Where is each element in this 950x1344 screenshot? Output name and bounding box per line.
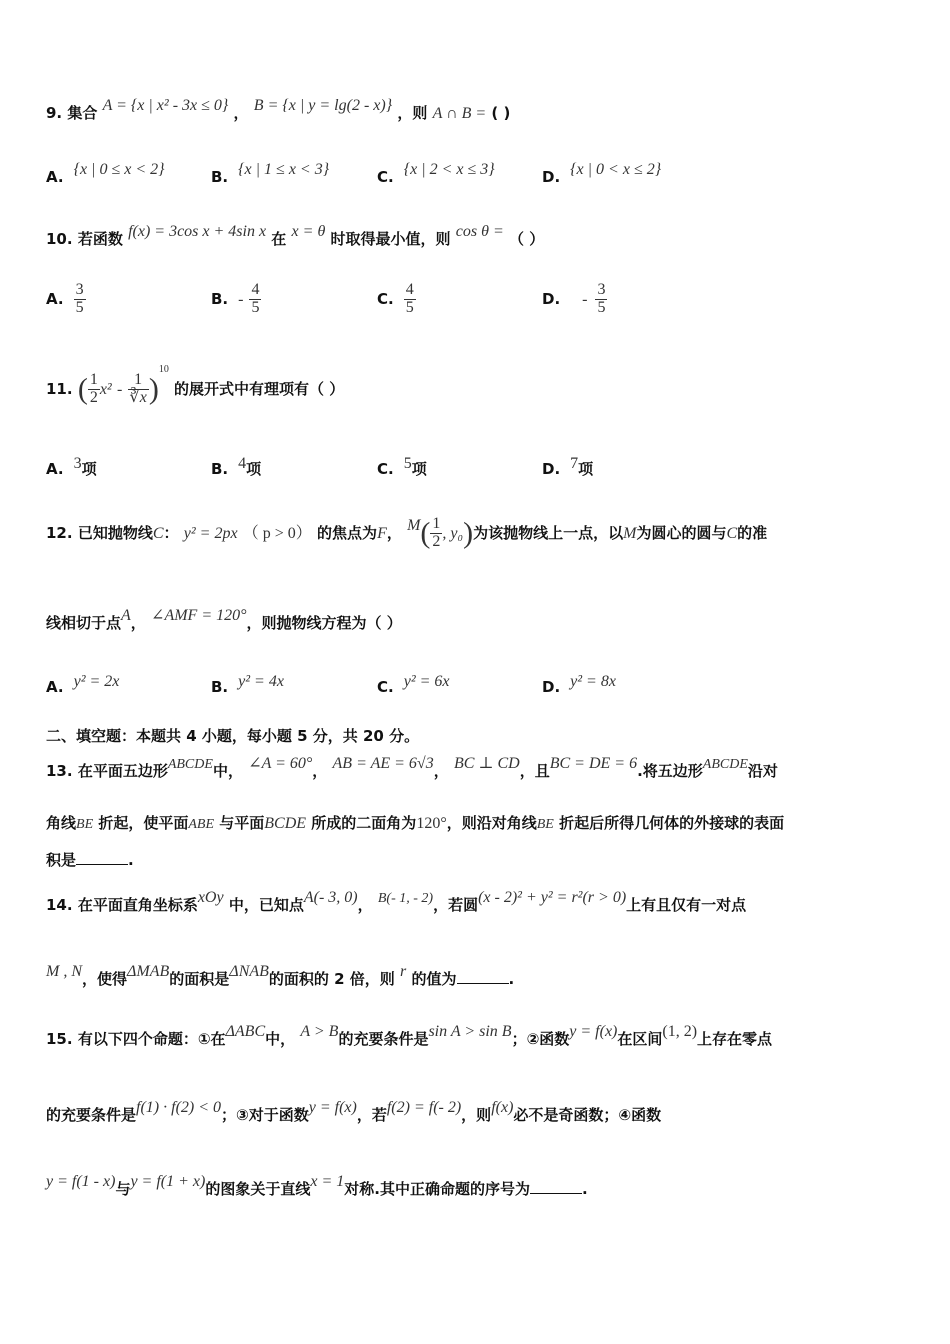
q10-text: 若函数 xyxy=(77,230,123,248)
question-11 xyxy=(46,363,906,407)
q11-half xyxy=(88,372,100,407)
q9-paren: ( ) xyxy=(491,104,511,122)
right-paren: ) xyxy=(463,516,474,550)
q12-point-y: , y₀ xyxy=(442,524,464,542)
q15-text5: 在区间 xyxy=(617,1030,663,1048)
q12-point-fraction xyxy=(430,516,442,551)
question-14-line2 xyxy=(46,963,906,989)
q15-func: y = f(x) xyxy=(569,1023,618,1040)
q10-option-label: A. xyxy=(46,289,64,308)
q12-option-label: B. xyxy=(211,678,229,696)
q10-text2: 在 xyxy=(271,230,287,248)
q9-option-value: {x | 1 ≤ x < 3} xyxy=(238,161,330,178)
q15-text11: 必不是奇函数；④函数 xyxy=(513,1106,662,1124)
q9-option-label: A. xyxy=(46,168,64,186)
q12-curve-c2: C xyxy=(726,524,738,542)
q15-text2: 中， xyxy=(265,1030,296,1048)
q12-option-label: A. xyxy=(46,678,64,696)
q15-line: x = 1 xyxy=(310,1173,345,1190)
q12-angle: ∠AMF = 120° xyxy=(151,607,247,624)
fraction-denominator: 2 xyxy=(432,532,441,550)
q11-option-label: C. xyxy=(377,460,394,478)
q14-point-b: B(- 1, - 2) xyxy=(377,891,434,906)
q15-cond-product: f(1) · f(2) < 0 xyxy=(136,1099,222,1116)
q13-text: 在平面五边形 xyxy=(77,762,168,780)
q15-fx: f(x) xyxy=(491,1099,514,1116)
q15-text10: ，则 xyxy=(461,1106,492,1124)
q12-equation: y² = 2px xyxy=(183,524,238,542)
q13-text10: ，则沿对角线 xyxy=(446,814,537,832)
q15-text9: ，若 xyxy=(356,1106,387,1124)
q10-option-label: B. xyxy=(211,289,229,308)
question-10 xyxy=(46,223,906,249)
q12-text: 已知抛物线 xyxy=(77,523,153,542)
q12-option-a[interactable] xyxy=(46,672,120,696)
q14-text: 在平面直角坐标系 xyxy=(77,896,198,914)
q10-option-sign: - xyxy=(238,290,244,308)
q11-option-b[interactable] xyxy=(211,452,262,478)
q14-triangle-nab: ΔNAB xyxy=(229,963,269,980)
q9-text: 集合 xyxy=(67,104,98,122)
q15-interval: (1, 2) xyxy=(662,1023,698,1040)
fraction-numerator: 1 xyxy=(432,515,441,532)
q15-func2: y = f(x) xyxy=(308,1099,357,1116)
q13-text5: 沿对 xyxy=(747,762,778,780)
q15-triangle-abc: ΔABC xyxy=(225,1023,266,1040)
q9-expr: A ∩ B = xyxy=(432,105,487,122)
q9-option-value: {x | 0 ≤ x < 2} xyxy=(73,161,165,178)
q10-option-label: C. xyxy=(377,289,394,308)
q12-option-value: y² = 2x xyxy=(73,673,120,690)
question-12 xyxy=(46,516,906,551)
q9-number: 9. xyxy=(46,104,63,122)
q13-text9: 所成的二面角为 xyxy=(311,814,417,832)
q13-number: 13. xyxy=(46,762,73,780)
q9-sep: ， xyxy=(233,104,249,122)
q12-colon: ： xyxy=(163,523,179,542)
q12-option-value: y² = 4x xyxy=(238,673,284,690)
q12-number: 12. xyxy=(46,523,73,542)
q14-end: . xyxy=(508,970,515,988)
q12-option-c[interactable] xyxy=(377,672,450,696)
question-15 xyxy=(46,1023,906,1049)
q10-option-sign: - xyxy=(582,290,588,308)
q13-text6: 角线 xyxy=(46,814,77,832)
q10-func: f(x) = 3cos x + 4sin x xyxy=(128,223,267,240)
q12-option-label: D. xyxy=(542,678,561,696)
q10-option-c[interactable] xyxy=(377,282,416,317)
q9-option-c[interactable] xyxy=(377,161,495,187)
right-paren: ) xyxy=(148,372,159,406)
q11-option-unit: 项 xyxy=(81,460,97,478)
q12-text3: 为该抛物线上一点，以 xyxy=(473,523,624,542)
q11-option-unit: 项 xyxy=(578,460,594,478)
q11-x-squared: x² xyxy=(99,380,112,398)
fraction-numerator: 3 xyxy=(597,281,606,298)
q13-perpendicular: BC ⊥ CD xyxy=(453,755,520,772)
section-2-heading: 二、填空题：本题共 4 小题，每小题 5 分，共 20 分。 xyxy=(46,727,420,745)
q10-paren: （ ） xyxy=(509,230,545,248)
q14-text8: 的值为 xyxy=(411,970,457,988)
q15-text4: ；②函数 xyxy=(511,1030,570,1048)
q11-option-d[interactable] xyxy=(542,452,594,478)
fraction-numerator: 1 xyxy=(89,371,98,388)
q15-answer-blank[interactable] xyxy=(530,1179,582,1194)
q10-option-fraction xyxy=(74,282,86,317)
q9-option-d[interactable] xyxy=(542,161,662,187)
q13-text4: .将五边形 xyxy=(637,762,703,780)
left-paren: ( xyxy=(420,516,431,550)
q15-text7: 的充要条件是 xyxy=(46,1106,137,1124)
fraction-denominator: 5 xyxy=(597,298,606,316)
q10-expr: cos θ = xyxy=(455,223,504,240)
q14-text7: 的面积的 2 倍，则 xyxy=(268,970,395,988)
q14-mn: M , N xyxy=(46,963,82,980)
q13-be: BE xyxy=(76,817,94,832)
q9-option-value: {x | 0 < x ≤ 2} xyxy=(570,161,662,178)
q11-option-label: D. xyxy=(542,460,561,478)
q9-option-b[interactable] xyxy=(211,161,330,187)
q9-option-a[interactable] xyxy=(46,161,165,187)
q12-point-m: M xyxy=(407,516,421,534)
question-12-line2 xyxy=(46,607,906,633)
q9-set-b: B = {x | y = lg(2 - x)} xyxy=(253,97,393,114)
question-15-line3 xyxy=(46,1173,906,1199)
q15-text6: 上存在零点 xyxy=(697,1030,773,1048)
q11-option-value: 7 xyxy=(570,455,579,472)
q12-center-m: M xyxy=(623,524,637,542)
q15-text12: 与 xyxy=(115,1180,131,1198)
q11-option-unit: 项 xyxy=(411,460,427,478)
q12-option-b[interactable] xyxy=(211,672,284,696)
q12-comma: ， xyxy=(386,523,402,542)
q11-option-label: A. xyxy=(46,460,64,478)
q11-option-unit: 项 xyxy=(246,460,262,478)
q13-answer-blank[interactable] xyxy=(76,850,128,865)
q10-option-d[interactable] xyxy=(542,282,607,317)
q15-func-f2: y = f(1 + x) xyxy=(130,1173,206,1190)
q14-text2: 中，已知点 xyxy=(228,896,304,914)
q14-circle: (x - 2)² + y² = r²(r > 0) xyxy=(478,889,627,906)
q15-cond-even: f(2) = f(- 2) xyxy=(386,1099,462,1116)
q11-text: 的展开式中有理项有（ ） xyxy=(174,379,345,398)
q9-option-label: D. xyxy=(542,168,561,186)
fraction-denominator: 2 xyxy=(89,388,98,406)
q11-option-value: 5 xyxy=(403,455,412,472)
q13-text11: 折起后所得几何体的外接球的表面 xyxy=(559,814,785,832)
q12-text4: 为圆心的圆与 xyxy=(636,523,727,542)
q14-answer-blank[interactable] xyxy=(457,969,509,984)
q15-end: . xyxy=(581,1180,588,1198)
q15-cond-sin: sin A > sin B xyxy=(428,1023,512,1040)
q13-abe: ABE xyxy=(188,817,215,832)
q13-bcde: BCDE xyxy=(264,815,307,832)
q12-text7: ，则抛物线方程为（ ） xyxy=(246,614,402,632)
question-15-line2 xyxy=(46,1099,906,1125)
fraction-denominator: 5 xyxy=(75,298,84,316)
left-paren: ( xyxy=(77,372,88,406)
q13-text3: ，且 xyxy=(519,762,550,780)
q10-text3: 时取得最小值，则 xyxy=(330,230,451,248)
q14-text3: ，若圆 xyxy=(433,896,479,914)
q9-text2: ，则 xyxy=(397,104,428,122)
q12-text2: 的焦点为 xyxy=(317,523,378,542)
fraction-denominator: 5 xyxy=(251,298,260,316)
question-13-line2 xyxy=(46,812,906,833)
q14-triangle-mab: ΔMAB xyxy=(127,963,170,980)
q9-set-a: A = {x | x² - 3x ≤ 0} xyxy=(102,97,229,114)
q11-option-label: B. xyxy=(211,460,229,478)
q13-text2: 中， xyxy=(212,762,243,780)
fraction-numerator: 3 xyxy=(75,281,84,298)
q15-text13: 的图象关于直线 xyxy=(205,1180,311,1198)
q13-polygon: ABCDE xyxy=(167,757,213,772)
q12-option-value: y² = 6x xyxy=(403,673,450,690)
q11-option-c[interactable] xyxy=(377,452,427,478)
q13-ab-ae: AB = AE = 6√3 xyxy=(332,755,434,772)
question-14 xyxy=(46,889,906,915)
q9-option-label: C. xyxy=(377,168,394,186)
q9-option-label: B. xyxy=(211,168,229,186)
q15-text3: 的充要条件是 xyxy=(338,1030,429,1048)
q10-cond: x = θ xyxy=(291,223,326,240)
q12-option-d[interactable] xyxy=(542,672,616,696)
q12-text5: 的准 xyxy=(737,523,768,542)
q12-text6: 线相切于点 xyxy=(46,614,122,632)
q12-option-value: y² = 8x xyxy=(570,673,616,690)
q12-condition: （ p > 0） xyxy=(242,524,312,542)
q13-end: . xyxy=(128,851,134,869)
q15-func-f1: y = f(1 - x) xyxy=(46,1173,116,1190)
q13-sep2: ， xyxy=(433,762,449,780)
fraction-denominator: 5 xyxy=(405,298,414,316)
fraction-denominator: ∛x xyxy=(129,388,147,406)
q14-point-a: A(- 3, 0) xyxy=(303,889,358,906)
q9-option-value: {x | 2 < x ≤ 3} xyxy=(403,161,495,178)
q10-option-fraction xyxy=(404,282,416,317)
q15-number: 15. xyxy=(46,1030,73,1048)
q13-degree: 120° xyxy=(416,815,447,832)
q12-option-label: C. xyxy=(377,678,394,696)
q15-text: 有以下四个命题：①在 xyxy=(77,1030,226,1048)
q13-polygon2: ABCDE xyxy=(702,757,748,772)
q13-sep1: ， xyxy=(312,762,328,780)
q12-point-a: A xyxy=(121,607,131,624)
q10-option-b[interactable] xyxy=(211,282,261,317)
q14-sep: ， xyxy=(357,896,373,914)
q15-cond-ab: A > B xyxy=(300,1023,339,1040)
q11-exponent: 10 xyxy=(158,363,169,375)
q12-curve-c: C xyxy=(152,524,164,542)
q14-text6: 的面积是 xyxy=(169,970,230,988)
q13-be2: BE xyxy=(536,817,554,832)
q10-number: 10. xyxy=(46,230,73,248)
q11-number: 11. xyxy=(46,379,73,398)
q14-number: 14. xyxy=(46,896,73,914)
q11-option-value: 3 xyxy=(73,455,82,472)
q13-text8: 与平面 xyxy=(219,814,265,832)
q10-option-label: D. xyxy=(542,289,561,308)
q13-text7: 折起，使平面 xyxy=(98,814,189,832)
q13-bc-de: BC = DE = 6 xyxy=(549,755,638,772)
q11-option-value: 4 xyxy=(238,455,247,472)
q10-option-fraction xyxy=(595,282,607,317)
q11-minus: - xyxy=(116,380,123,398)
fraction-numerator: 4 xyxy=(251,281,260,298)
q13-text12: 积是 xyxy=(46,851,77,869)
question-13 xyxy=(46,755,906,781)
q10-option-fraction xyxy=(249,282,261,317)
q10-option-a[interactable] xyxy=(46,282,86,317)
q13-angle-a: ∠A = 60° xyxy=(248,755,313,772)
q14-text5: ，使得 xyxy=(82,970,128,988)
q11-cube-root-fraction xyxy=(128,372,149,407)
question-9 xyxy=(46,97,906,123)
fraction-numerator: 4 xyxy=(405,281,414,298)
fraction-numerator: 1 xyxy=(128,372,149,390)
q15-text14: 对称.其中正确命题的序号为 xyxy=(344,1180,530,1198)
q14-text4: 上有且仅有一对点 xyxy=(626,896,747,914)
q11-option-a[interactable] xyxy=(46,452,97,478)
q14-xoy: xOy xyxy=(197,889,224,906)
q15-text8: ；③对于函数 xyxy=(221,1106,309,1124)
q12-focus-f: F xyxy=(377,524,387,542)
question-13-line3 xyxy=(46,849,906,870)
q14-r: r xyxy=(400,963,407,980)
q12-comma2: ， xyxy=(130,614,146,632)
